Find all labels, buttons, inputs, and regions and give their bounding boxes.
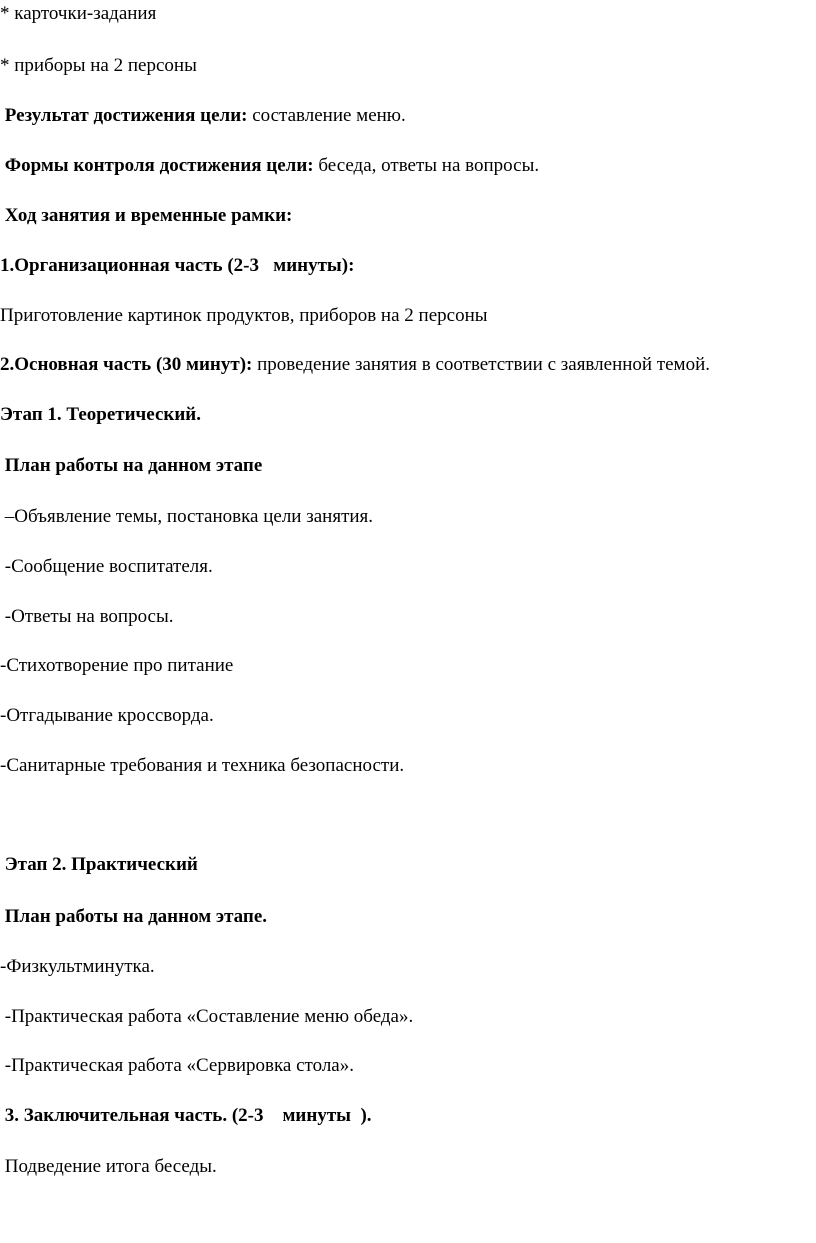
- control-forms-text: беседа, ответы на вопросы.: [313, 155, 540, 176]
- heading-stage-1-plan: План работы на данном этапе: [0, 455, 263, 476]
- list-item: -Ответы на вопросы.: [0, 606, 174, 627]
- list-item: -Отгадывание кроссворда.: [0, 705, 214, 726]
- line-goal-result: [0, 104, 406, 128]
- list-item: -Санитарные требования и техника безопасности.: [0, 755, 405, 776]
- heading-stage-2-plan: План работы на данном этапе.: [0, 906, 268, 927]
- list-item: –Объявление темы, постановка цели занятия.: [0, 506, 374, 527]
- line-control-forms: [0, 154, 539, 178]
- line-main-part: [0, 353, 710, 377]
- line-materials-cutlery: * приборы на 2 персоны: [0, 55, 197, 76]
- line-summary: Подведение итога беседы.: [0, 1156, 217, 1177]
- line-materials-cards: * карточки-задания: [0, 3, 157, 24]
- heading-stage-2: Этап 2. Практический: [0, 854, 198, 875]
- heading-lesson-course: Ход занятия и временные рамки:: [0, 205, 293, 226]
- goal-result-label: Результат достижения цели:: [0, 105, 248, 126]
- main-part-label: 2.Основная часть (30 минут):: [0, 354, 253, 375]
- list-item: -Сообщение воспитателя.: [0, 556, 213, 577]
- line-preparation: Приготовление картинок продуктов, приборов на 2 персоны: [0, 305, 488, 326]
- control-forms-label: Формы контроля достижения цели:: [0, 155, 314, 176]
- list-item: -Стихотворение про питание: [0, 655, 234, 676]
- heading-final-part: 3. Заключительная часть. (2-3 минуты ).: [0, 1105, 372, 1126]
- heading-organizational-part: 1.Организационная часть (2-3 минуты):: [0, 255, 355, 276]
- main-part-text: проведение занятия в соответствии с заявленной темой.: [252, 354, 711, 375]
- heading-stage-1: Этап 1. Теоретический.: [0, 404, 201, 425]
- list-item: -Физкультминутка.: [0, 956, 155, 977]
- list-item: -Практическая работа «Сервировка стола».: [0, 1055, 354, 1076]
- goal-result-text: составление меню.: [247, 105, 406, 126]
- list-item: -Практическая работа «Составление меню обеда».: [0, 1006, 414, 1027]
